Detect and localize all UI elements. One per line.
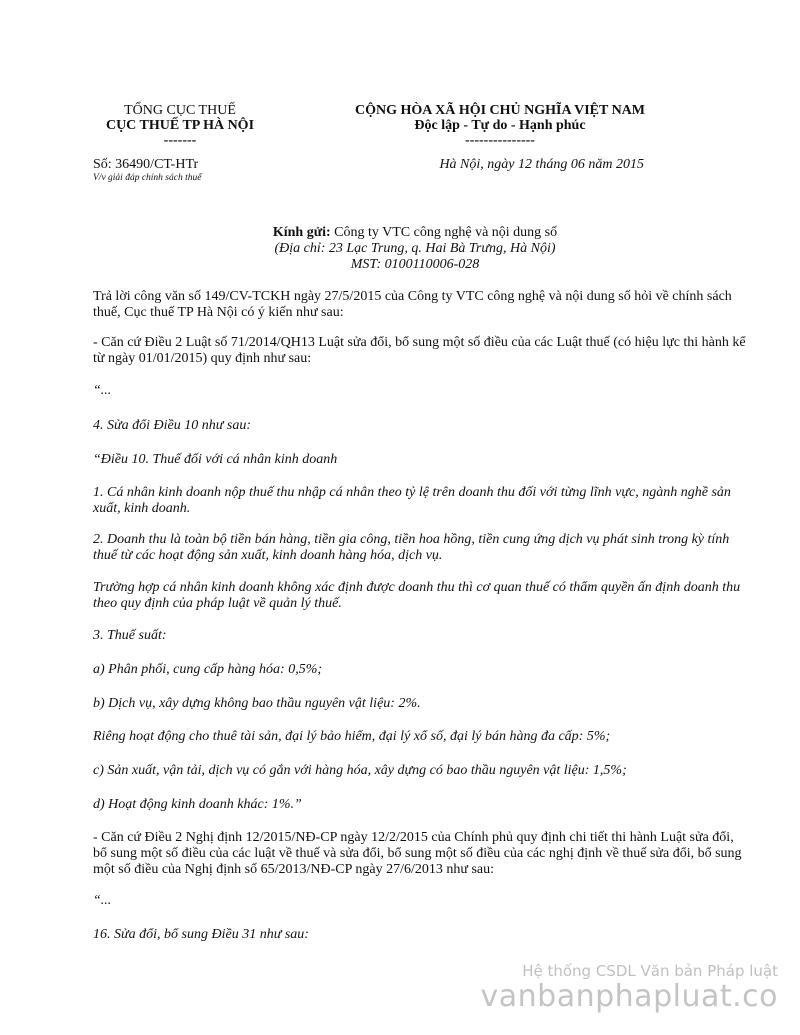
- recipient-block: [160, 225, 670, 273]
- document-date: Hà Nội, ngày 12 tháng 06 năm 2015: [439, 157, 644, 172]
- paragraph-line: - Căn cứ Điều 2 Nghị định 12/2015/NĐ-CP ngày 12/2/2015 của Chính phủ quy định chi tiết thi hành Luật sửa đổi,: [93, 830, 734, 845]
- paragraph-reply: [93, 289, 732, 321]
- paragraph-line: 1. Cá nhân kinh doanh nộp thuế thu nhập cá nhân theo tỷ lệ trên doanh thu đối với từng lĩnh vực, ngành nghề sản: [93, 485, 731, 500]
- paragraph-clause-1: [93, 485, 731, 517]
- issuer-block: [70, 103, 290, 148]
- paragraph-line: một số điều của Nghị định số 65/2013/NĐ-CP ngày 27/6/2013 như sau:: [93, 862, 494, 877]
- paragraph-article-10-title: “Điều 10. Thuế đối với cá nhân kinh doanh: [93, 452, 338, 467]
- issuer-org: CỤC THUẾ TP HÀ NỘI: [105, 118, 255, 133]
- motto: Độc lập - Tự do - Hạnh phúc: [414, 118, 586, 133]
- recipient-address: (Địa chỉ: 23 Lạc Trung, q. Hai Bà Trưng, Hà Nội): [274, 241, 556, 256]
- paragraph-rate-b: b) Dịch vụ, xây dựng không bao thầu nguyên vật liệu: 2%.: [93, 696, 421, 711]
- paragraph-legal-basis-1: [93, 335, 746, 367]
- paragraph-line: Trả lời công văn số 149/CV-TCKH ngày 27/5/2015 của Công ty VTC công nghệ và nội dung số hỏi về chính sách: [93, 289, 732, 304]
- paragraph-rate-a: a) Phân phối, cung cấp hàng hóa: 0,5%;: [93, 662, 323, 677]
- paragraph-line: từ ngày 01/01/2015) quy định như sau:: [93, 351, 312, 366]
- paragraph-line: thuế, Cục thuế TP Hà Nội có ý kiến như sau:: [93, 305, 344, 320]
- paragraph-rate-c: c) Sản xuất, vận tải, dịch vụ có gắn với hàng hóa, xây dựng có bao thầu nguyên vật liệu: 1,5%;: [93, 763, 627, 778]
- document-subject: V/v giải đáp chính sách thuế: [93, 173, 202, 183]
- paragraph-amend-article-10: 4. Sửa đổi Điều 10 như sau:: [93, 418, 251, 433]
- paragraph-line: theo quy định của pháp luật về quản lý thuế.: [93, 596, 342, 611]
- recipient-line: [160, 225, 670, 241]
- watermark-site: vanbanphapluat.co: [480, 979, 778, 1014]
- watermark-caption: Hệ thống CSDL Văn bản Pháp luật: [522, 962, 778, 980]
- issuer-divider: -------: [163, 133, 197, 148]
- paragraph-line: 2. Doanh thu là toàn bộ tiền bán hàng, tiền gia công, tiền hoa hồng, tiền cung ứng dịch vụ phát sinh trong kỳ tính: [93, 532, 730, 547]
- quote-open-2: “...: [93, 893, 112, 908]
- paragraph-revenue-assessment: [93, 580, 741, 612]
- national-header: [300, 103, 700, 148]
- motto-divider: ---------------: [465, 133, 535, 148]
- paragraph-rate-d: d) Hoạt động kinh doanh khác: 1%.”: [93, 797, 302, 812]
- paragraph-line: bổ sung một số điều của các luật về thuế và sửa đổi, bổ sung một số điều của các nghị định về thuế sửa đổi, bổ sung: [93, 846, 742, 861]
- paragraph-tax-rate: 3. Thuế suất:: [93, 628, 167, 643]
- issuer-parent-org: TỔNG CỤC THUẾ: [124, 103, 236, 118]
- nation-title: CỘNG HÒA XÃ HỘI CHỦ NGHĨA VIỆT NAM: [354, 103, 645, 118]
- document-number: Số: 36490/CT-HTr: [93, 157, 199, 172]
- paragraph-rate-special: Riêng hoạt động cho thuê tài sản, đại lý bảo hiểm, đại lý xổ số, đại lý bán hàng đa cấp: 5%;: [93, 729, 611, 744]
- recipient-tax-code: MST: 0100110006-028: [350, 257, 480, 272]
- paragraph-clause-2: [93, 532, 730, 564]
- paragraph-line: xuất, kinh doanh.: [93, 501, 191, 516]
- recipient-label: Kính gửi:: [272, 225, 331, 240]
- paragraph-legal-basis-2: [93, 830, 742, 878]
- paragraph-line: Trường hợp cá nhân kinh doanh không xác định được doanh thu thì cơ quan thuế có thẩm quyền ấn định doanh thu: [93, 580, 741, 595]
- paragraph-amend-article-31: 16. Sửa đổi, bổ sung Điều 31 như sau:: [93, 927, 309, 942]
- recipient-name: Công ty VTC công nghệ và nội dung số: [334, 225, 558, 240]
- paragraph-line: thuế từ các hoạt động sản xuất, kinh doanh hàng hóa, dịch vụ.: [93, 548, 443, 563]
- quote-open-1: “...: [93, 383, 112, 398]
- paragraph-line: - Căn cứ Điều 2 Luật số 71/2014/QH13 Luật sửa đổi, bổ sung một số điều của các Luật thuế (có hiệu lực thi hành kể: [93, 335, 746, 350]
